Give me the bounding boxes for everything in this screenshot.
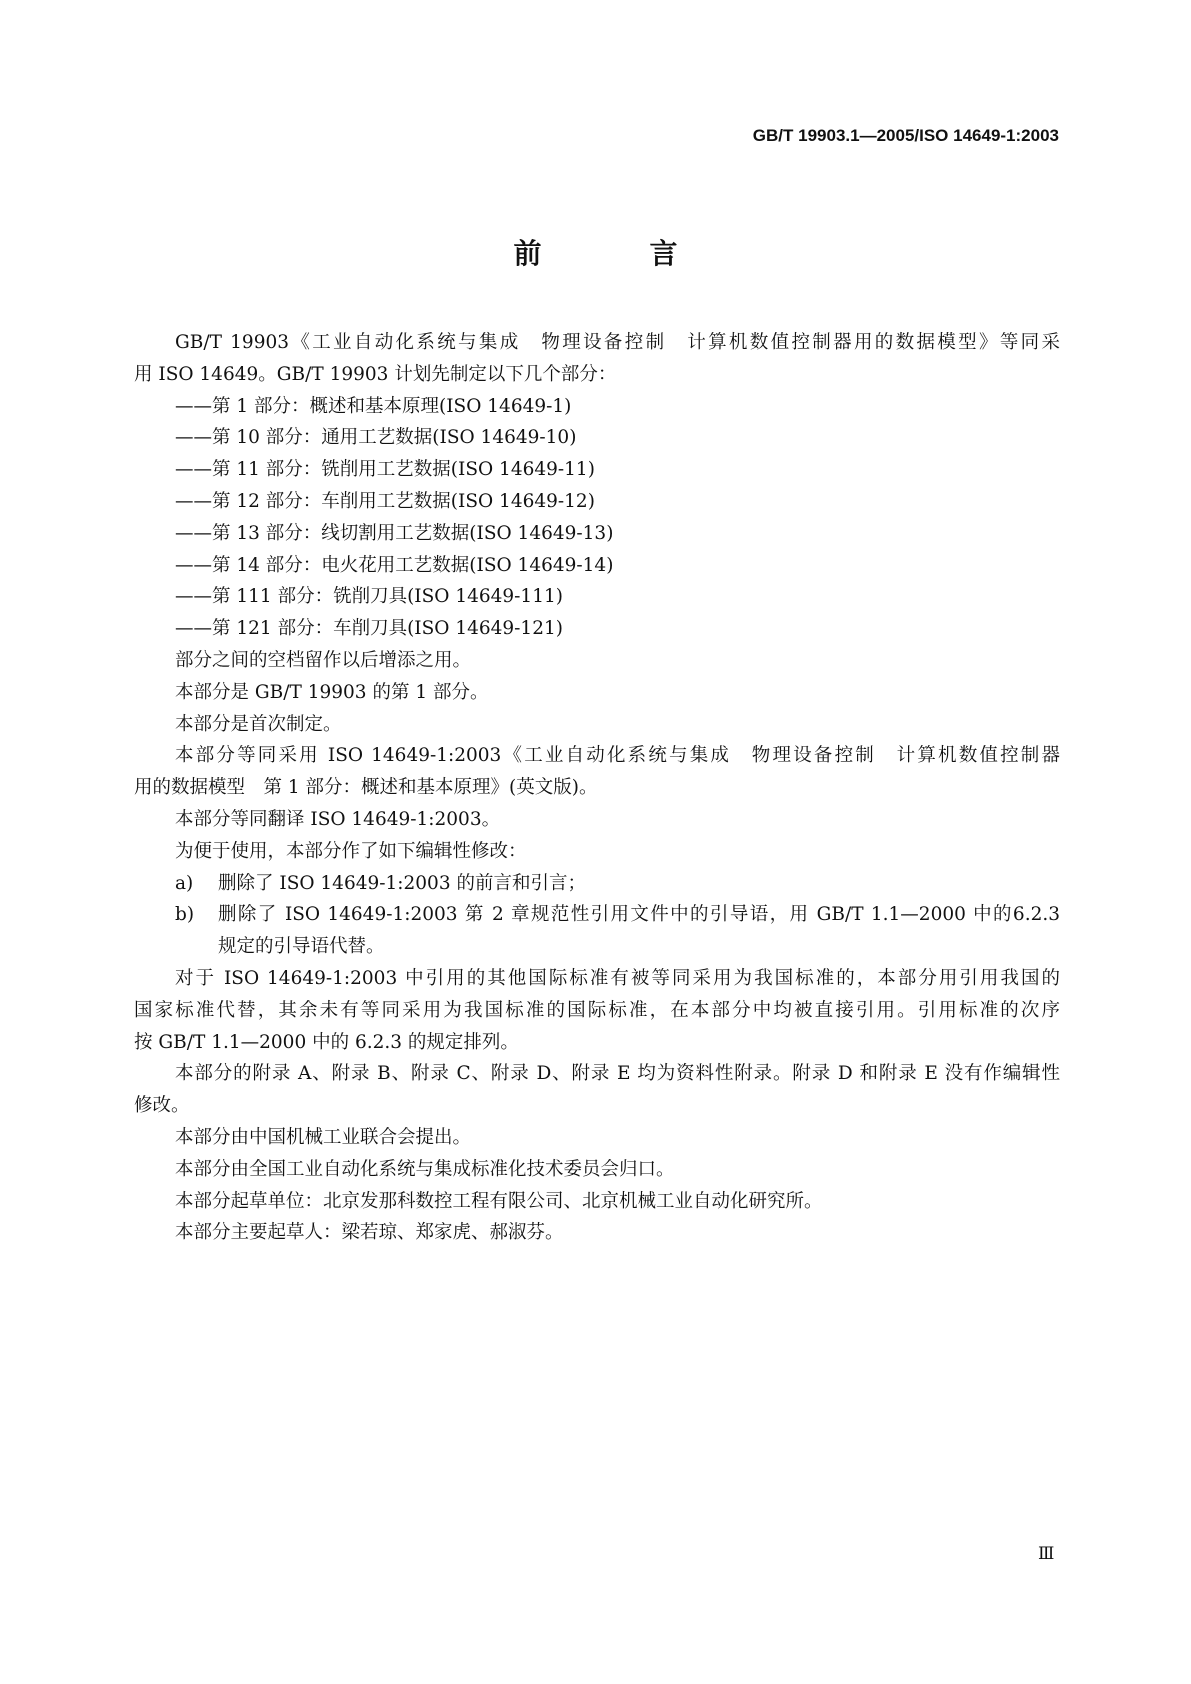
paragraph: 本部分是 GB/T 19903 的第 1 部分。 [175, 681, 489, 703]
paragraph: 本部分等同翻译 ISO 14649-1:2003。 [175, 808, 501, 830]
list-item-b [134, 899, 1060, 931]
page-number: Ⅲ [1038, 1544, 1055, 1564]
list-item: ——第 14 部分：电火花用工艺数据(ISO 14649-14) [175, 554, 614, 576]
paragraph: 本部分起草单位：北京发那科数控工程有限公司、北京机械工业自动化研究所。 [175, 1190, 823, 1212]
list-item: ——第 121 部分：车削刀具(ISO 14649-121) [175, 618, 563, 640]
paragraph-line: 用的数据模型 第 1 部分：概述和基本原理》(英文版)。 [134, 777, 598, 799]
item-text-continued: 规定的引导语代替。 [218, 936, 385, 958]
list-item: ——第 11 部分：铣削用工艺数据(ISO 14649-11) [175, 459, 595, 481]
standard-number-header: GB/T 19903.1—2005/ISO 14649-1:2003 [752, 126, 1059, 145]
paragraph-line: 按 GB/T 1.1—2000 中的 6.2.3 的规定排列。 [134, 1031, 519, 1053]
foreword-body [134, 327, 1060, 1249]
paragraph: 为便于使用，本部分作了如下编辑性修改： [175, 840, 527, 862]
paragraph-line: 本部分等同采用 ISO 14649-1:2003《工业自动化系统与集成 物理设备控制 计算机数值控制器 [175, 745, 1060, 767]
paragraph: 本部分由全国工业自动化系统与集成标准化技术委员会归口。 [175, 1158, 675, 1180]
paragraph-line: 本部分的附录 A、附录 B、附录 C、附录 D、附录 E 均为资料性附录。附录 D 和附录 E 没有作编辑性 [175, 1063, 1060, 1085]
item-marker: a) [175, 872, 194, 894]
page-title: 前 言 [513, 237, 718, 270]
item-text: 删除了 ISO 14649-1:2003 第 2 章规范性引用文件中的引导语，用 GB/T 1.1—2000 中的6.2.3 [218, 904, 1060, 926]
list-item-a [134, 868, 1060, 900]
paragraph-line: 修改。 [134, 1095, 190, 1117]
paragraph: 部分之间的空档留作以后增添之用。 [175, 649, 472, 671]
item-marker: b) [175, 904, 195, 926]
list-item: ——第 1 部分：概述和基本原理(ISO 14649-1) [175, 395, 572, 417]
paragraph: 本部分由中国机械工业联合会提出。 [175, 1126, 472, 1148]
list-item: ——第 10 部分：通用工艺数据(ISO 14649-10) [175, 427, 577, 449]
paragraph-line: GB/T 19903《工业自动化系统与集成 物理设备控制 计算机数值控制器用的数据模型》等同采 [175, 332, 1060, 353]
paragraph-line: 对于 ISO 14649-1:2003 中引用的其他国际标准有被等同采用为我国标准的，本部分用引用我国的 [175, 967, 1060, 989]
paragraph: 本部分是首次制定。 [175, 713, 342, 735]
paragraph-line: 国家标准代替，其余未有等同采用为我国标准的国际标准，在本部分中均被直接引用。引用标准的次序 [134, 999, 1060, 1021]
list-item: ——第 12 部分：车削用工艺数据(ISO 14649-12) [175, 490, 595, 512]
list-item: ——第 13 部分：线切割用工艺数据(ISO 14649-13) [175, 522, 614, 544]
item-text: 删除了 ISO 14649-1:2003 的前言和引言； [218, 872, 586, 894]
list-item: ——第 111 部分：铣削刀具(ISO 14649-111) [175, 586, 563, 608]
paragraph: 本部分主要起草人：梁若琼、郑家虎、郝淑芬。 [175, 1222, 564, 1244]
paragraph-line: 用 ISO 14649。GB/T 19903 计划先制定以下几个部分： [134, 363, 617, 385]
